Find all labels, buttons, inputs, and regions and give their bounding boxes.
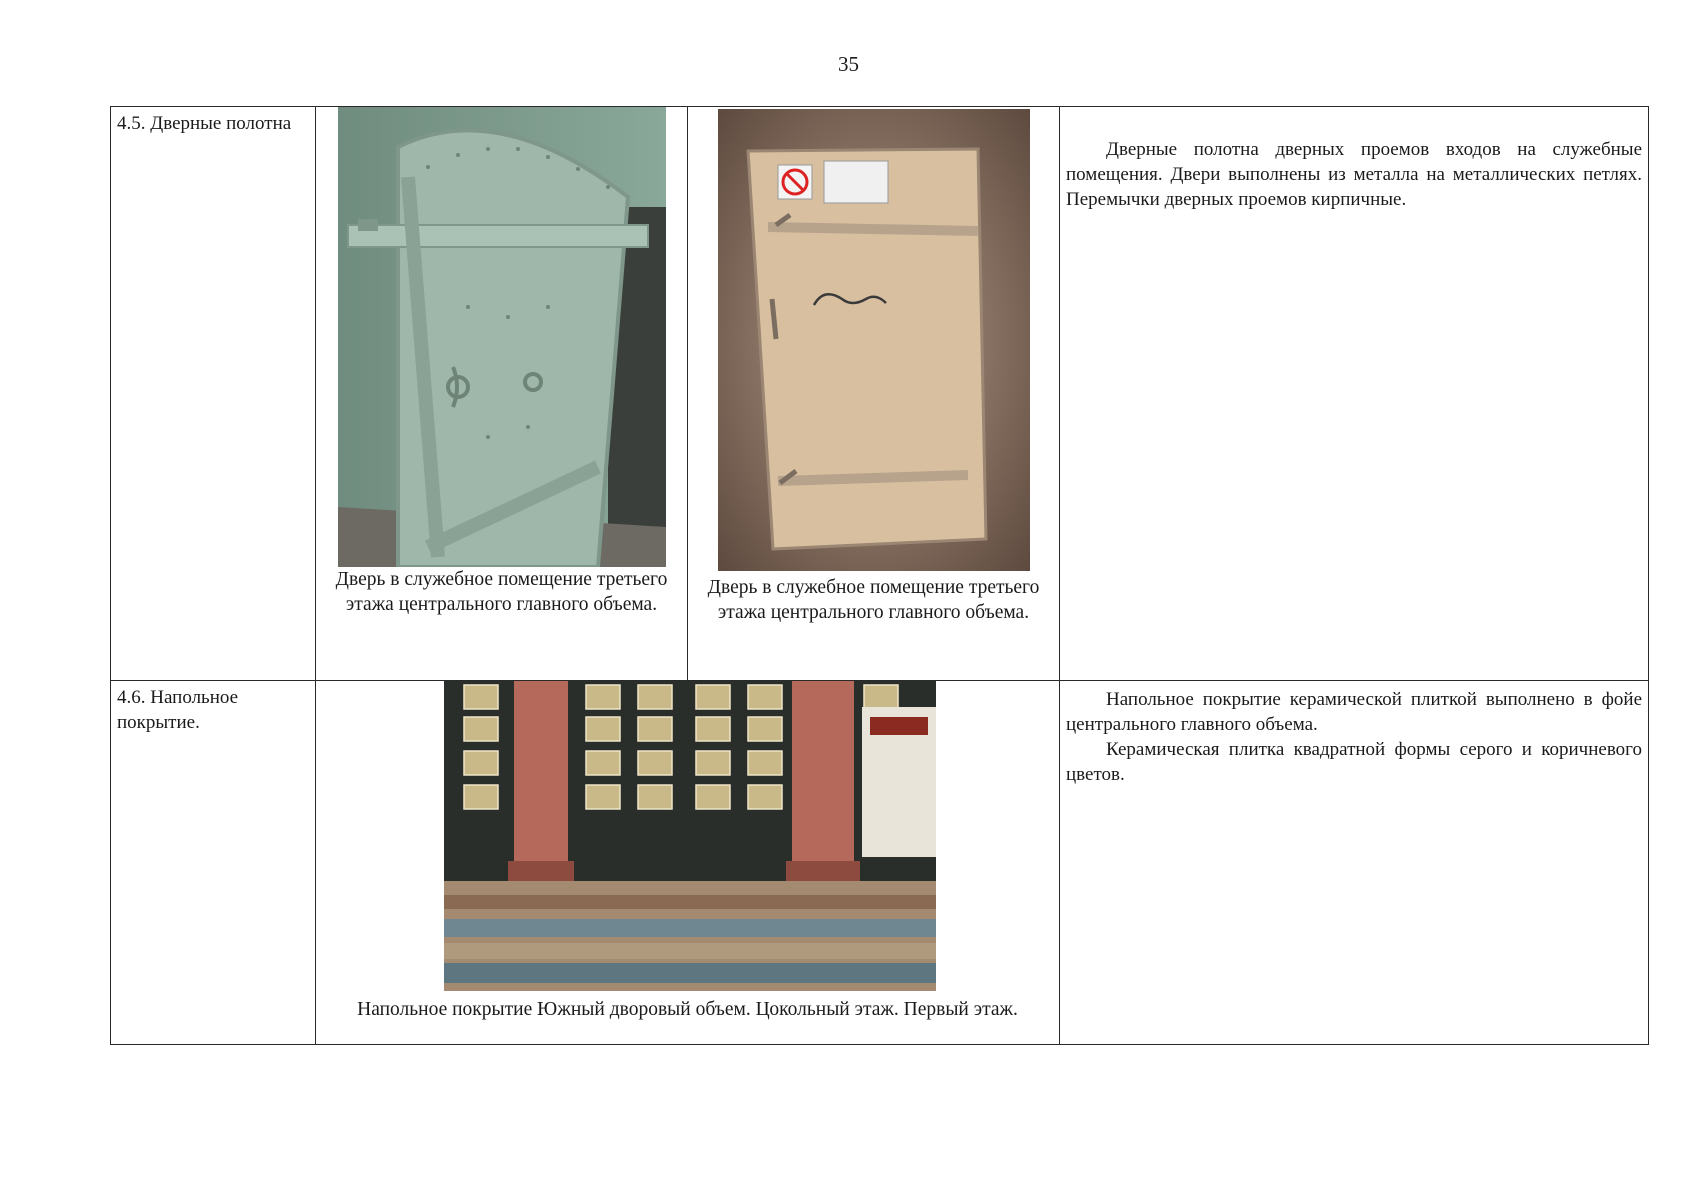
row-label-cell bbox=[111, 107, 316, 681]
photo-caption: Дверь в служебное помещение третьего этажа центрального главного объема. bbox=[335, 569, 668, 615]
page-number: 35 bbox=[838, 52, 859, 76]
table-row bbox=[111, 107, 1649, 681]
photo-cell bbox=[688, 107, 1060, 681]
description-cell bbox=[1060, 107, 1649, 681]
beige-metal-door-photo-icon bbox=[718, 109, 1030, 571]
photo-caption: Напольное покрытие Южный дворовый объем. Цокольный этаж. Первый этаж. bbox=[357, 999, 1018, 1020]
description-paragraph: Дверные полотна дверных проемов входов на служебные помещения. Двери выполнены из металла на металлических петлях. Перемычки дверных проемов кирпичные. bbox=[1066, 139, 1642, 210]
green-metal-door-photo-icon bbox=[338, 107, 666, 567]
beige-metal-door-photo bbox=[718, 109, 1030, 571]
tiled-floor-foyer-photo-icon bbox=[444, 681, 936, 991]
row-label: 4.5. Дверные полотна bbox=[117, 113, 292, 134]
tiled-floor-foyer-photo bbox=[444, 681, 936, 991]
report-table bbox=[110, 106, 1649, 1045]
photo-caption: Дверь в служебное помещение третьего этажа центрального главного объема. bbox=[707, 577, 1040, 623]
description-paragraph: Керамическая плитка квадратной формы серого и коричневого цветов. bbox=[1066, 739, 1642, 785]
photo-cell bbox=[316, 681, 1060, 1045]
description-cell bbox=[1060, 681, 1649, 1045]
description-paragraph: Напольное покрытие керамической плиткой выполнено в фойе центрального главного объема. bbox=[1066, 689, 1642, 735]
photo-cell bbox=[316, 107, 688, 681]
table-row bbox=[111, 681, 1649, 1045]
green-metal-door-photo bbox=[338, 107, 666, 567]
row-label-cell bbox=[111, 681, 316, 1045]
row-label: 4.6. Напольное покрытие. bbox=[117, 687, 239, 733]
